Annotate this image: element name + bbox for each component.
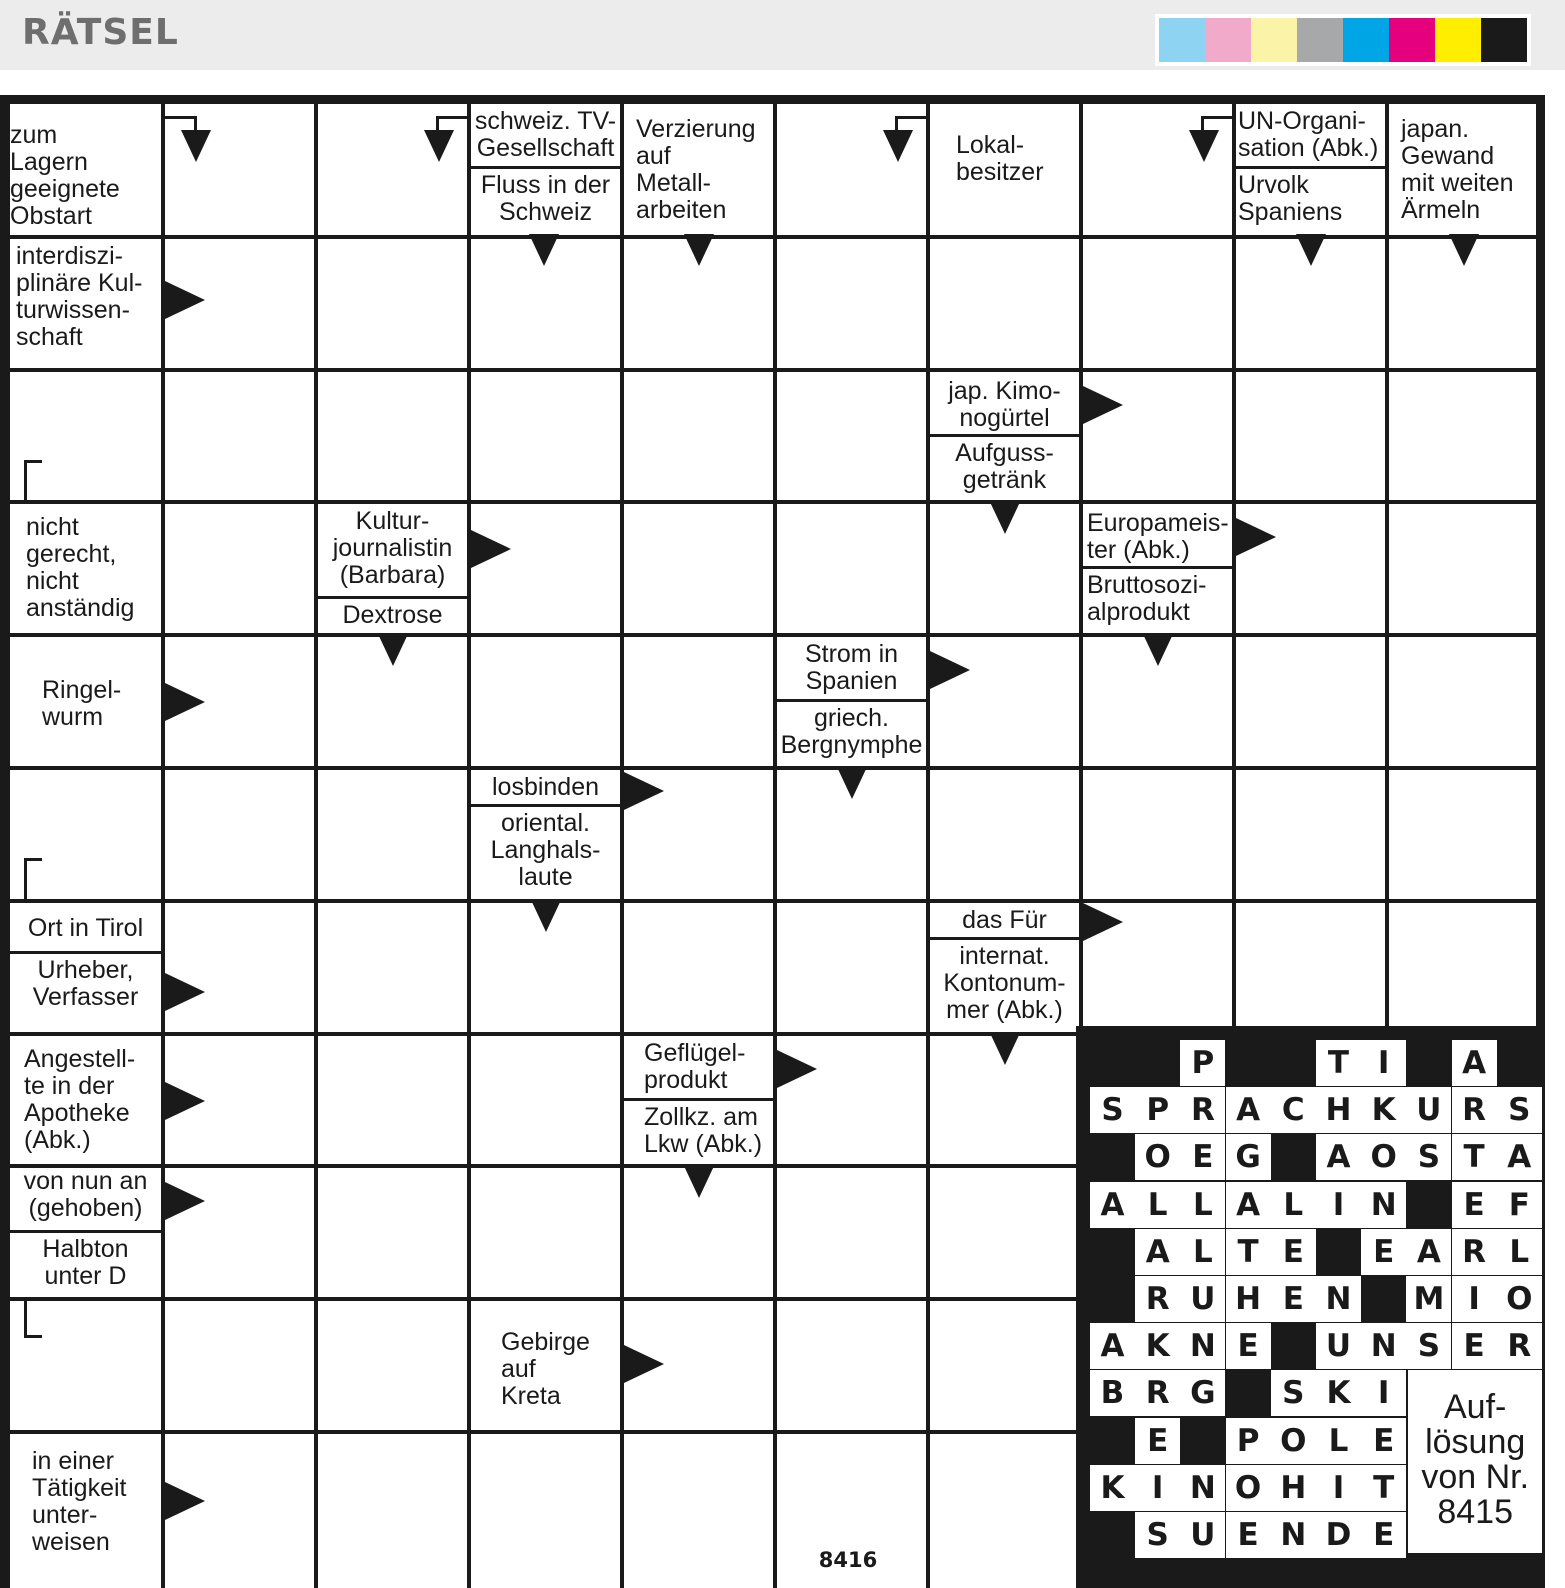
solution-letter: A: [1316, 1134, 1361, 1180]
arrow-connector-line: [1201, 116, 1235, 119]
arrow-connector-line: [436, 116, 470, 119]
clue-cell: [624, 1036, 773, 1164]
clue-cell: [10, 239, 161, 368]
solution-letter: L: [1497, 1229, 1542, 1275]
arrow-right-icon: [624, 1345, 664, 1383]
solution-letter: R: [1135, 1370, 1180, 1416]
solution-letter: L: [1135, 1182, 1180, 1228]
answer-cell[interactable]: [930, 1168, 1079, 1297]
solution-letter: U: [1316, 1323, 1361, 1369]
header-bar: [0, 0, 1565, 70]
clue-text: Urheber, Verfasser: [32, 956, 139, 1011]
clue-cell: [318, 504, 467, 633]
clue-cell: [1083, 504, 1232, 633]
solution-letter: L: [1180, 1182, 1225, 1228]
answer-cell[interactable]: [10, 1301, 161, 1430]
clue-text: von nun an (gehoben): [23, 1167, 148, 1222]
clue-cell: [10, 1434, 161, 1588]
clue-text: schweiz. TV- Gesellschaft: [474, 107, 617, 162]
answer-cell[interactable]: [1236, 903, 1385, 1032]
solution-letter: R: [1452, 1087, 1497, 1133]
clue-text: oriental. Langhals- laute: [490, 809, 601, 891]
solution-letter: O: [1226, 1465, 1271, 1511]
solution-letter: N: [1180, 1323, 1225, 1369]
solution-letter: K: [1090, 1465, 1135, 1511]
arrow-right-icon: [1236, 518, 1276, 556]
clue-divider: [1083, 566, 1232, 569]
solution-caption: Auf- lösung von Nr. 8415: [1408, 1370, 1542, 1553]
solution-letter: L: [1271, 1182, 1316, 1228]
solution-letter: E: [1361, 1418, 1406, 1464]
solution-letter: M: [1406, 1276, 1451, 1322]
solution-letter: E: [1452, 1323, 1497, 1369]
clue-text: interdiszi- plinäre Kul- turwissen- schaft: [16, 242, 143, 351]
clue-cell: [10, 1036, 161, 1164]
answer-cell[interactable]: [471, 637, 620, 766]
arrow-down-icon: [531, 900, 561, 932]
answer-cell[interactable]: [1389, 372, 1536, 500]
answer-cell[interactable]: [1389, 770, 1536, 899]
solution-letter: H: [1316, 1087, 1361, 1133]
solution-letter: F: [1497, 1182, 1542, 1228]
arrow-right-icon: [165, 281, 205, 319]
solution-letter: H: [1271, 1465, 1316, 1511]
color-calibration-bar: [1155, 14, 1531, 66]
solution-letter: T: [1452, 1134, 1497, 1180]
solution-letter: A: [1226, 1087, 1271, 1133]
answer-cell[interactable]: [777, 239, 926, 368]
solution-letter: I: [1361, 1370, 1406, 1416]
color-swatch: [1435, 18, 1481, 62]
clue-text: japan. Gewand mit weiten Ärmeln: [1401, 115, 1514, 224]
answer-cell[interactable]: [318, 1036, 467, 1164]
solution-letter: G: [1180, 1370, 1225, 1416]
answer-cell[interactable]: [471, 1434, 620, 1588]
arrow-right-icon: [930, 651, 970, 689]
solution-letter: T: [1361, 1465, 1406, 1511]
clue-text: Ringel- wurm: [42, 676, 122, 731]
solution-letter: G: [1226, 1134, 1271, 1180]
answer-cell[interactable]: [318, 1434, 467, 1588]
clue-divider: [930, 937, 1079, 940]
arrow-down-icon: [181, 130, 211, 162]
clue-text: nicht gerecht, nicht anständig: [26, 513, 135, 622]
answer-cell[interactable]: [624, 637, 773, 766]
solution-letter: S: [1135, 1512, 1180, 1558]
arrow-down-icon: [837, 767, 867, 799]
solution-letter: E: [1135, 1418, 1180, 1464]
solution-letter: I: [1135, 1465, 1180, 1511]
solution-letter: P: [1180, 1040, 1225, 1086]
answer-cell[interactable]: [471, 504, 620, 633]
arrow-right-icon: [777, 1050, 817, 1088]
solution-letter: O: [1135, 1134, 1180, 1180]
clue-text: Aufguss- getränk: [955, 439, 1054, 494]
answer-cell[interactable]: [318, 104, 467, 235]
clue-text: Angestell- te in der Apotheke (Abk.): [24, 1045, 136, 1154]
clue-text: Geflügel- produkt: [644, 1039, 746, 1094]
arrow-connector-line: [165, 116, 197, 119]
solution-letter: P: [1226, 1418, 1271, 1464]
clue-divider: [624, 1098, 773, 1101]
arrow-right-icon: [165, 973, 205, 1011]
arrow-right-icon: [165, 1482, 205, 1520]
answer-cell[interactable]: [318, 372, 467, 500]
color-swatch: [1343, 18, 1389, 62]
answer-cell[interactable]: [318, 770, 467, 899]
clue-text: Strom in Spanien: [804, 640, 899, 695]
solution-letter: E: [1180, 1134, 1225, 1180]
page-title: RÄTSEL: [22, 12, 179, 53]
solution-letter: L: [1316, 1418, 1361, 1464]
clue-cell: [1389, 104, 1536, 235]
solution-letter: E: [1226, 1512, 1271, 1558]
arrow-down-icon: [1449, 234, 1479, 266]
answer-cell[interactable]: [471, 372, 620, 500]
answer-cell[interactable]: [165, 104, 314, 235]
solution-letter: K: [1361, 1087, 1406, 1133]
solution-letter: L: [1180, 1229, 1225, 1275]
clue-cell: [930, 372, 1079, 500]
solution-letter: A: [1406, 1229, 1451, 1275]
clue-text: Urvolk Spaniens: [1238, 171, 1343, 226]
arrow-right-icon: [165, 683, 205, 721]
arrow-connector-line: [24, 858, 42, 861]
arrow-down-icon: [883, 130, 913, 162]
solution-letter: A: [1497, 1134, 1542, 1180]
solution-letter: A: [1090, 1323, 1135, 1369]
previous-solution-grid: [1076, 1026, 1536, 1588]
arrow-right-icon: [165, 1182, 205, 1220]
clue-cell: [471, 104, 620, 235]
clue-divider: [1236, 166, 1385, 169]
solution-letter: A: [1135, 1229, 1180, 1275]
arrow-right-icon: [624, 772, 664, 810]
clue-divider: [471, 166, 620, 169]
solution-letter: N: [1180, 1465, 1225, 1511]
clue-cell: [10, 903, 161, 1032]
solution-letter: R: [1135, 1276, 1180, 1322]
answer-cell[interactable]: [1389, 637, 1536, 766]
answer-cell[interactable]: [318, 1301, 467, 1430]
clue-cell: [930, 903, 1079, 1032]
color-swatch: [1481, 18, 1527, 62]
solution-letter: R: [1180, 1087, 1225, 1133]
answer-cell[interactable]: [777, 504, 926, 633]
answer-cell[interactable]: [165, 504, 314, 633]
clue-cell: [471, 770, 620, 899]
arrow-connector-line: [895, 116, 929, 119]
color-swatch: [1205, 18, 1251, 62]
solution-letter: C: [1271, 1087, 1316, 1133]
answer-cell[interactable]: [777, 903, 926, 1032]
arrow-down-icon: [529, 234, 559, 266]
solution-letter: U: [1180, 1512, 1225, 1558]
color-swatch: [1389, 18, 1435, 62]
answer-cell[interactable]: [624, 504, 773, 633]
clue-text: UN-Organi- sation (Abk.): [1238, 107, 1379, 162]
answer-cell[interactable]: [165, 372, 314, 500]
clue-text: jap. Kimo- nogürtel: [948, 377, 1061, 432]
arrow-connector-line: [24, 858, 27, 902]
answer-cell[interactable]: [471, 1168, 620, 1297]
clue-divider: [777, 699, 926, 702]
answer-cell[interactable]: [165, 1301, 314, 1430]
answer-cell[interactable]: [1389, 504, 1536, 633]
clue-text: Halbton unter D: [42, 1235, 129, 1290]
clue-text: in einer Tätigkeit unter- weisen: [32, 1447, 127, 1556]
answer-cell[interactable]: [318, 239, 467, 368]
arrow-connector-line: [24, 460, 27, 504]
answer-cell[interactable]: [777, 104, 926, 235]
solution-letter: D: [1316, 1512, 1361, 1558]
solution-letter: T: [1226, 1229, 1271, 1275]
answer-cell[interactable]: [1236, 637, 1385, 766]
solution-letter: E: [1452, 1182, 1497, 1228]
solution-letter: U: [1180, 1276, 1225, 1322]
solution-letter: P: [1135, 1087, 1180, 1133]
answer-cell[interactable]: [471, 1036, 620, 1164]
clue-text: zum Lagern geeignete Obstart: [10, 121, 120, 230]
answer-cell[interactable]: [930, 770, 1079, 899]
clue-cell: [10, 1168, 161, 1297]
solution-letter: S: [1271, 1370, 1316, 1416]
clue-cell: [10, 104, 161, 235]
clue-text: Lokal- besitzer: [956, 131, 1044, 186]
solution-letter: H: [1226, 1276, 1271, 1322]
clue-divider: [318, 596, 467, 599]
solution-letter: S: [1090, 1087, 1135, 1133]
clue-text: Zollkz. am Lkw (Abk.): [644, 1103, 763, 1158]
arrow-connector-line: [194, 116, 197, 134]
solution-letter: A: [1226, 1182, 1271, 1228]
answer-cell[interactable]: [10, 372, 161, 500]
answer-cell[interactable]: [777, 1168, 926, 1297]
arrow-right-icon: [1083, 903, 1123, 941]
solution-letter: K: [1135, 1323, 1180, 1369]
answer-cell[interactable]: [624, 1434, 773, 1588]
clue-cell: [10, 504, 161, 633]
solution-letter: N: [1361, 1323, 1406, 1369]
color-swatch: [1159, 18, 1205, 62]
answer-cell[interactable]: [318, 1168, 467, 1297]
clue-cell: [10, 637, 161, 766]
answer-cell[interactable]: [777, 372, 926, 500]
color-swatch: [1251, 18, 1297, 62]
solution-letter: S: [1406, 1323, 1451, 1369]
solution-letter: T: [1316, 1040, 1361, 1086]
arrow-down-icon: [424, 130, 454, 162]
answer-cell[interactable]: [930, 1301, 1079, 1430]
solution-letter: K: [1316, 1370, 1361, 1416]
answer-cell[interactable]: [1389, 903, 1536, 1032]
clue-text: internat. Kontonum- mer (Abk.): [943, 942, 1066, 1024]
arrow-connector-line: [24, 1301, 27, 1337]
arrow-down-icon: [1143, 634, 1173, 666]
clue-divider: [471, 804, 620, 807]
clue-text: das Für: [962, 906, 1047, 934]
clue-text: Europameis- ter (Abk.): [1087, 509, 1229, 564]
arrow-connector-line: [24, 460, 42, 463]
arrow-down-icon: [990, 1033, 1020, 1065]
arrow-down-icon: [684, 1166, 714, 1198]
answer-cell[interactable]: [1083, 104, 1232, 235]
solution-letter: S: [1406, 1134, 1451, 1180]
solution-letter: I: [1316, 1465, 1361, 1511]
answer-cell[interactable]: [930, 239, 1079, 368]
clue-text: griech. Bergnymphe: [780, 704, 923, 759]
answer-cell[interactable]: [1236, 770, 1385, 899]
clue-text: losbinden: [491, 773, 600, 801]
solution-letter: O: [1361, 1134, 1406, 1180]
answer-cell[interactable]: [777, 1301, 926, 1430]
answer-cell[interactable]: [1083, 239, 1232, 368]
arrow-down-icon: [1296, 234, 1326, 266]
solution-letter: R: [1497, 1323, 1542, 1369]
clue-cell: [777, 637, 926, 766]
answer-cell[interactable]: [165, 903, 314, 1032]
clue-text: Dextrose: [342, 601, 443, 629]
color-swatch: [1297, 18, 1343, 62]
clue-text: Fluss in der Schweiz: [480, 171, 611, 226]
clue-cell: [471, 1301, 620, 1430]
solution-letter: O: [1497, 1276, 1542, 1322]
arrow-down-icon: [1189, 130, 1219, 162]
clue-text: Gebirge auf Kreta: [501, 1328, 590, 1410]
clue-divider: [10, 1230, 161, 1233]
solution-letter: I: [1452, 1276, 1497, 1322]
answer-cell[interactable]: [318, 903, 467, 1032]
clue-cell: [930, 104, 1079, 235]
clue-text: Ort in Tirol: [27, 914, 144, 942]
solution-letter: N: [1316, 1276, 1361, 1322]
solution-letter: E: [1271, 1276, 1316, 1322]
answer-cell[interactable]: [1083, 770, 1232, 899]
arrow-right-icon: [471, 530, 511, 568]
arrow-down-icon: [378, 634, 408, 666]
clue-divider: [10, 951, 161, 954]
arrow-down-icon: [990, 502, 1020, 534]
solution-letter: U: [1406, 1087, 1451, 1133]
solution-letter: E: [1226, 1323, 1271, 1369]
arrow-down-icon: [684, 234, 714, 266]
solution-letter: I: [1361, 1040, 1406, 1086]
solution-letter: E: [1361, 1229, 1406, 1275]
answer-cell[interactable]: [165, 770, 314, 899]
solution-letter: E: [1361, 1512, 1406, 1558]
clue-divider: [930, 434, 1079, 437]
clue-text: Bruttosozi- alprodukt: [1087, 571, 1207, 626]
solution-letter: R: [1452, 1229, 1497, 1275]
clue-text: Kultur- journalistin (Barbara): [332, 507, 453, 589]
answer-cell[interactable]: [930, 1434, 1079, 1588]
puzzle-number: 8416: [810, 1548, 886, 1588]
solution-letter: O: [1271, 1418, 1316, 1464]
answer-cell[interactable]: [624, 903, 773, 1032]
arrow-right-icon: [1083, 386, 1123, 424]
clue-text: Verzierung auf Metall- arbeiten: [636, 115, 756, 224]
solution-letter: N: [1271, 1512, 1316, 1558]
answer-cell[interactable]: [624, 372, 773, 500]
answer-cell[interactable]: [1236, 372, 1385, 500]
clue-cell: [624, 104, 773, 235]
answer-cell[interactable]: [10, 770, 161, 899]
arrow-right-icon: [165, 1082, 205, 1120]
clue-cell: [1236, 104, 1385, 235]
solution-letter: E: [1271, 1229, 1316, 1275]
solution-letter: A: [1452, 1040, 1497, 1086]
solution-letter: I: [1316, 1182, 1361, 1228]
solution-letter: B: [1090, 1370, 1135, 1416]
solution-letter: N: [1361, 1182, 1406, 1228]
solution-letter: S: [1497, 1087, 1542, 1133]
solution-letter: A: [1090, 1182, 1135, 1228]
arrow-connector-line: [24, 1335, 42, 1338]
